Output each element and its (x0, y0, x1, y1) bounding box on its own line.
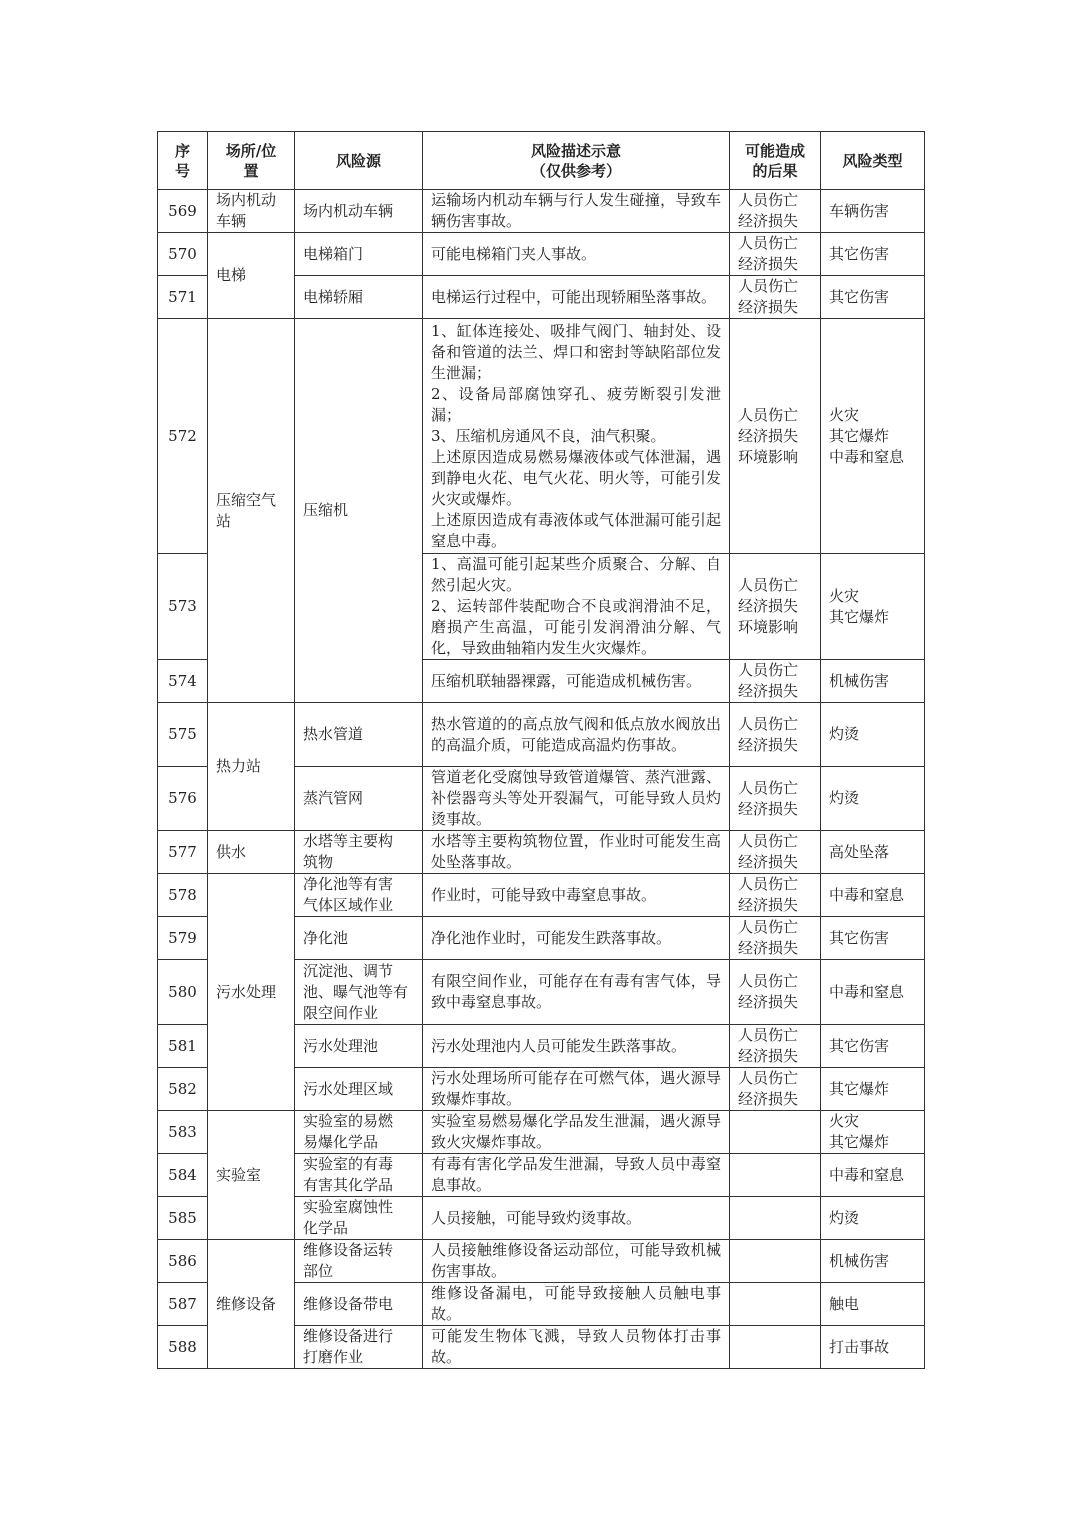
description-cell: 实验室易燃易爆化学品发生泄漏，遇火源导致火灾爆炸事故。 (423, 1111, 730, 1154)
description-cell: 污水处理场所可能存在可燃气体，遇火源导致爆炸事故。 (423, 1068, 730, 1111)
type-cell: 火灾 其它爆炸 中毒和窒息 (821, 319, 925, 554)
row-number: 585 (158, 1197, 208, 1240)
row-number: 580 (158, 960, 208, 1025)
row-number: 577 (158, 831, 208, 874)
description-cell: 人员接触维修设备运动部位，可能导致机械伤害事故。 (423, 1240, 730, 1283)
location-cell: 电梯 (208, 233, 295, 319)
type-cell: 中毒和窒息 (821, 874, 925, 917)
description-cell: 水塔等主要构筑物位置，作业时可能发生高处坠落事故。 (423, 831, 730, 874)
description-cell: 维修设备漏电，可能导致接触人员触电事故。 (423, 1283, 730, 1326)
row-number: 586 (158, 1240, 208, 1283)
description-cell: 运输场内机动车辆与行人发生碰撞，导致车辆伤害事故。 (423, 190, 730, 233)
type-cell: 中毒和窒息 (821, 960, 925, 1025)
type-cell: 其它伤害 (821, 233, 925, 276)
type-cell: 触电 (821, 1283, 925, 1326)
source-cell: 热水管道 (295, 703, 423, 767)
header-consequence: 可能造成 的后果 (730, 132, 821, 190)
source-cell: 污水处理池 (295, 1025, 423, 1068)
source-cell: 电梯轿厢 (295, 276, 423, 319)
source-cell: 维修设备进行 打磨作业 (295, 1326, 423, 1369)
type-cell: 机械伤害 (821, 1240, 925, 1283)
type-cell: 火灾 其它爆炸 (821, 554, 925, 660)
consequence-cell: 人员伤亡 经济损失 (730, 190, 821, 233)
row-number: 575 (158, 703, 208, 767)
description-cell: 人员接触，可能导致灼烫事故。 (423, 1197, 730, 1240)
source-cell: 水塔等主要构 筑物 (295, 831, 423, 874)
source-cell: 净化池 (295, 917, 423, 960)
type-cell: 灼烫 (821, 1197, 925, 1240)
description-cell: 压缩机联轴器裸露，可能造成机械伤害。 (423, 660, 730, 703)
table-row (158, 1111, 925, 1154)
description-cell: 有毒有害化学品发生泄漏，导致人员中毒窒息事故。 (423, 1154, 730, 1197)
description-cell: 管道老化受腐蚀导致管道爆管、蒸汽泄露、补偿器弯头等处开裂漏气，可能导致人员灼烫事故。 (423, 767, 730, 831)
type-cell: 中毒和窒息 (821, 1154, 925, 1197)
source-cell: 维修设备带电 (295, 1283, 423, 1326)
location-cell: 实验室 (208, 1111, 295, 1240)
type-cell: 打击事故 (821, 1326, 925, 1369)
source-cell: 蒸汽管网 (295, 767, 423, 831)
table-row (158, 703, 925, 767)
type-cell: 灼烫 (821, 703, 925, 767)
type-cell: 高处坠落 (821, 831, 925, 874)
consequence-cell (730, 1283, 821, 1326)
source-cell: 场内机动车辆 (295, 190, 423, 233)
type-cell: 其它爆炸 (821, 1068, 925, 1111)
type-cell: 灼烫 (821, 767, 925, 831)
type-cell: 其它伤害 (821, 917, 925, 960)
consequence-cell: 人员伤亡 经济损失 (730, 831, 821, 874)
row-number: 582 (158, 1068, 208, 1111)
row-number: 588 (158, 1326, 208, 1369)
row-number: 584 (158, 1154, 208, 1197)
location-cell: 污水处理 (208, 874, 295, 1111)
table-row (158, 874, 925, 917)
row-number: 572 (158, 319, 208, 554)
location-cell: 维修设备 (208, 1240, 295, 1369)
location-cell: 压缩空气 站 (208, 319, 295, 703)
type-cell: 火灾 其它爆炸 (821, 1111, 925, 1154)
source-cell: 维修设备运转 部位 (295, 1240, 423, 1283)
type-cell: 其它伤害 (821, 276, 925, 319)
consequence-cell: 人员伤亡 经济损失 (730, 660, 821, 703)
source-cell: 实验室腐蚀性 化学品 (295, 1197, 423, 1240)
row-number: 569 (158, 190, 208, 233)
header-location: 场所/位 置 (208, 132, 295, 190)
table-row (158, 190, 925, 233)
consequence-cell: 人员伤亡 经济损失 (730, 1068, 821, 1111)
row-number: 583 (158, 1111, 208, 1154)
header-no: 序 号 (158, 132, 208, 190)
consequence-cell (730, 1197, 821, 1240)
consequence-cell (730, 1111, 821, 1154)
description-cell: 1、高温可能引起某些介质聚合、分解、自然引起火灾。 2、运转部件装配吻合不良或润滑油不足，磨损产生高温，可能引发润滑油分解、气化，导致曲轴箱内发生火灾爆炸。 (423, 554, 730, 660)
source-cell: 实验室的有毒 有害其化学品 (295, 1154, 423, 1197)
row-number: 587 (158, 1283, 208, 1326)
row-number: 573 (158, 554, 208, 660)
row-number: 578 (158, 874, 208, 917)
consequence-cell (730, 1240, 821, 1283)
risk-table (157, 131, 925, 1369)
description-cell: 有限空间作业，可能存在有毒有害气体，导致中毒窒息事故。 (423, 960, 730, 1025)
source-cell: 实验室的易燃 易爆化学品 (295, 1111, 423, 1154)
source-cell: 电梯箱门 (295, 233, 423, 276)
description-cell: 1、缸体连接处、吸排气阀门、轴封处、设备和管道的法兰、焊口和密封等缺陷部位发生泄漏； 2、设备局部腐蚀穿孔、疲劳断裂引发泄漏； 3、压缩机房通风不良，油气积聚。 上述原因造成易燃易爆液体或气体泄漏，遇到静电火花、电气火花、明火等，可能引发火灾或爆炸。 上述原因造成有毒液体或气体泄漏可能引起窒息中毒。 (423, 319, 730, 554)
location-cell: 热力站 (208, 703, 295, 831)
consequence-cell: 人员伤亡 经济损失 (730, 917, 821, 960)
type-cell: 机械伤害 (821, 660, 925, 703)
row-number: 571 (158, 276, 208, 319)
source-cell: 污水处理区域 (295, 1068, 423, 1111)
description-cell: 可能电梯箱门夹人事故。 (423, 233, 730, 276)
header-type: 风险类型 (821, 132, 925, 190)
row-number: 581 (158, 1025, 208, 1068)
row-number: 570 (158, 233, 208, 276)
consequence-cell (730, 1154, 821, 1197)
description-cell: 作业时，可能导致中毒窒息事故。 (423, 874, 730, 917)
description-cell: 污水处理池内人员可能发生跌落事故。 (423, 1025, 730, 1068)
consequence-cell (730, 1326, 821, 1369)
table-row (158, 831, 925, 874)
consequence-cell: 人员伤亡 经济损失 (730, 703, 821, 767)
table-header-row (158, 132, 925, 190)
consequence-cell: 人员伤亡 经济损失 (730, 276, 821, 319)
type-cell: 车辆伤害 (821, 190, 925, 233)
table-row (158, 1240, 925, 1283)
row-number: 576 (158, 767, 208, 831)
source-cell: 净化池等有害 气体区域作业 (295, 874, 423, 917)
consequence-cell: 人员伤亡 经济损失 环境影响 (730, 319, 821, 554)
consequence-cell: 人员伤亡 经济损失 (730, 233, 821, 276)
row-number: 574 (158, 660, 208, 703)
table-row (158, 233, 925, 276)
description-cell: 电梯运行过程中，可能出现轿厢坠落事故。 (423, 276, 730, 319)
type-cell: 其它伤害 (821, 1025, 925, 1068)
header-source: 风险源 (295, 132, 423, 190)
location-cell: 供水 (208, 831, 295, 874)
row-number: 579 (158, 917, 208, 960)
consequence-cell: 人员伤亡 经济损失 (730, 1025, 821, 1068)
consequence-cell: 人员伤亡 经济损失 (730, 960, 821, 1025)
consequence-cell: 人员伤亡 经济损失 (730, 767, 821, 831)
consequence-cell: 人员伤亡 经济损失 环境影响 (730, 554, 821, 660)
description-cell: 净化池作业时，可能发生跌落事故。 (423, 917, 730, 960)
description-cell: 可能发生物体飞溅，导致人员物体打击事故。 (423, 1326, 730, 1369)
source-cell: 压缩机 (295, 319, 423, 703)
location-cell: 场内机动 车辆 (208, 190, 295, 233)
table-row (158, 319, 925, 554)
source-cell: 沉淀池、调节 池、曝气池等有 限空间作业 (295, 960, 423, 1025)
consequence-cell: 人员伤亡 经济损失 (730, 874, 821, 917)
header-description: 风险描述示意 （仅供参考） (423, 132, 730, 190)
description-cell: 热水管道的的高点放气阀和低点放水阀放出的高温介质，可能造成高温灼伤事故。 (423, 703, 730, 767)
